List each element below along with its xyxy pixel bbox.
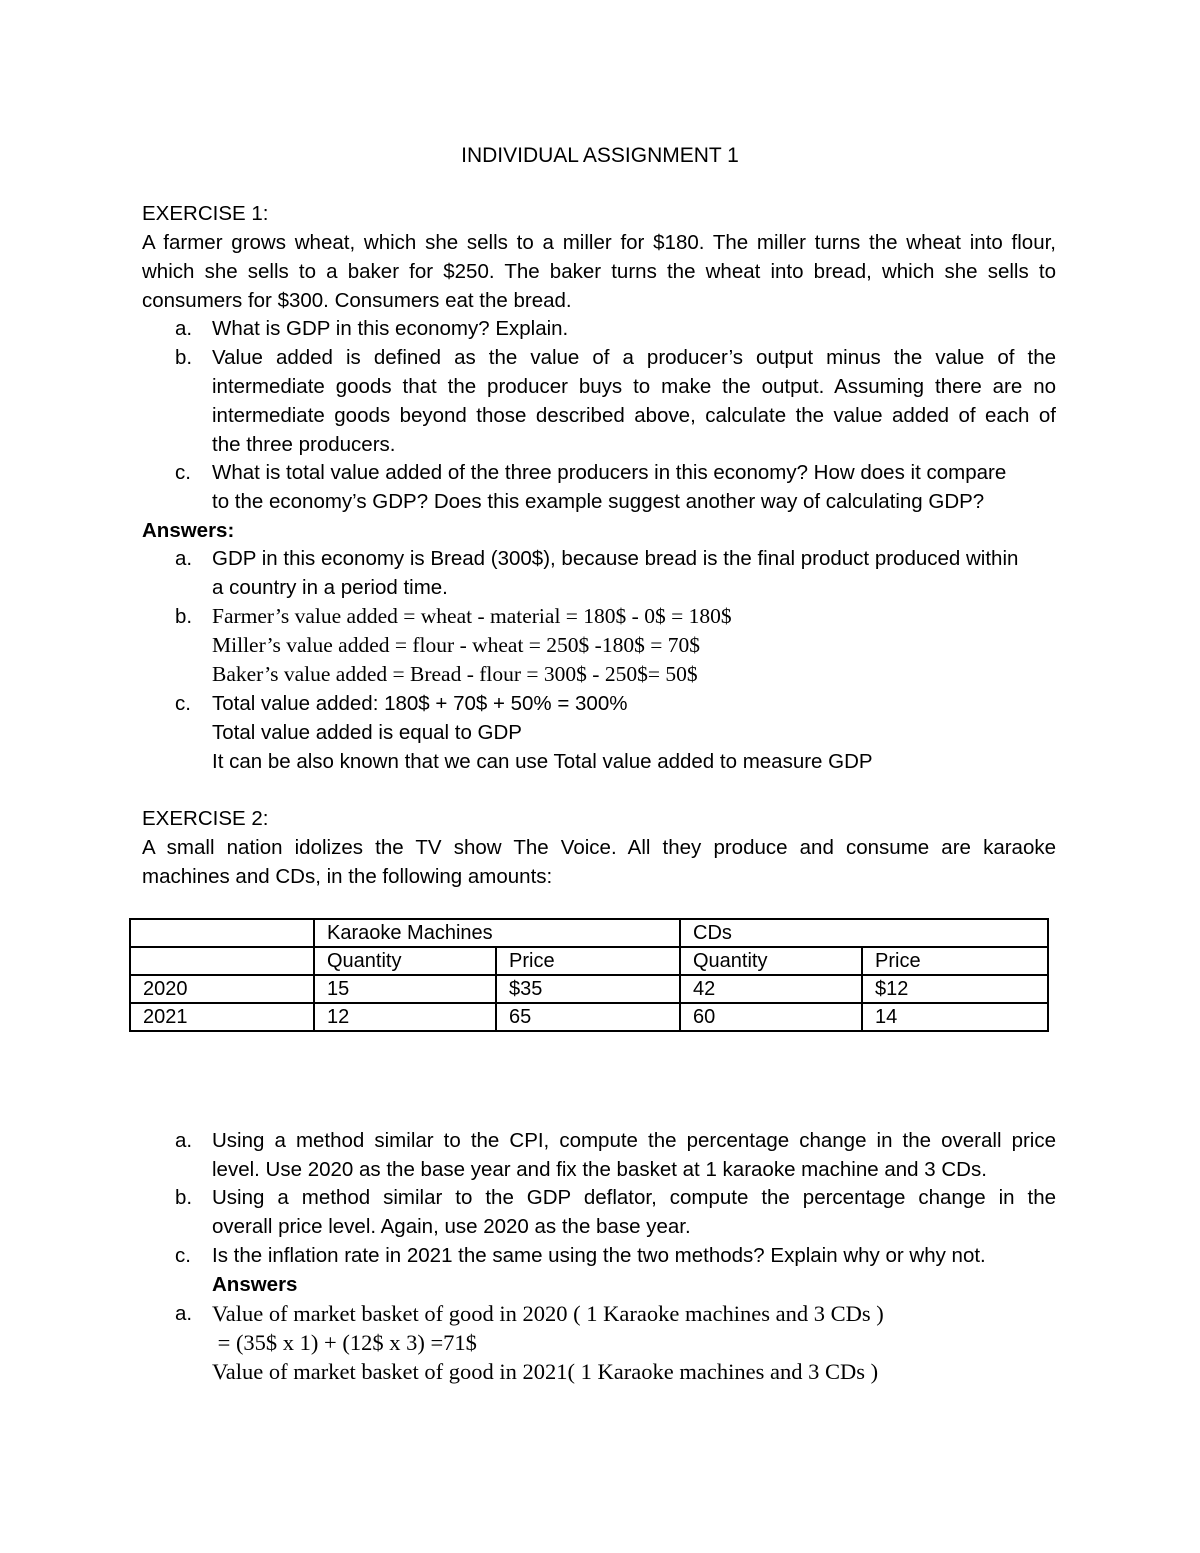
table-header-cell: Quantity [314, 947, 496, 975]
table-header-cell [130, 919, 314, 947]
table-header-cell [130, 947, 314, 975]
document-title: INDIVIDUAL ASSIGNMENT 1 [461, 144, 739, 167]
answer-line: It can be also known that we can use Total value added to measure GDP [212, 750, 873, 773]
answer-line: Value of market basket of good in 2021( 1 Karaoke machines and 3 CDs ) [212, 1359, 879, 1384]
table-subheader-row [130, 947, 1048, 975]
table-cell: $12 [862, 975, 1048, 1003]
exercise-1-heading: EXERCISE 1: [142, 202, 269, 225]
table-cell: 60 [680, 1003, 862, 1031]
answer-label: a. [175, 547, 193, 570]
answer-line: Value of market basket of good in 2020 ( 1 Karaoke machines and 3 CDs ) [212, 1301, 884, 1326]
table-cell: 2020 [130, 975, 314, 1003]
question-label: b. [175, 1186, 193, 1209]
question-line: Using a method similar to the GDP deflator, compute the percentage change in the [212, 1186, 1056, 1209]
answer-line: Farmer’s value added = wheat - material = 180$ - 0$ = 180$ [212, 604, 732, 628]
answer-label: a. [175, 1302, 193, 1325]
exercise-2-intro-line: machines and CDs, in the following amounts: [142, 865, 553, 888]
answer-line: Total value added: 180$ + 70$ + 50% = 300% [212, 692, 628, 715]
table-cell: 65 [496, 1003, 680, 1031]
table-row [130, 1003, 1048, 1031]
question-line: the three producers. [212, 433, 396, 456]
karaoke-cds-table [129, 918, 1049, 1032]
answer-line: Miller’s value added = flour - wheat = 250$ -180$ = 70$ [212, 633, 700, 657]
table-cell: 14 [862, 1003, 1048, 1031]
exercise-2-heading: EXERCISE 2: [142, 807, 269, 830]
question-label: a. [175, 317, 193, 340]
answer-label: b. [175, 605, 193, 628]
question-line: intermediate goods that the producer buys to make the output. Assuming there are no [212, 375, 1056, 398]
table-cell: $35 [496, 975, 680, 1003]
table-header-row [130, 919, 1048, 947]
exercise-2-intro-line: A small nation idolizes the TV show The Voice. All they produce and consume are karaoke [142, 836, 1056, 859]
question-label: a. [175, 1129, 193, 1152]
exercise-1-intro-line: which she sells to a baker for $250. The baker turns the wheat into bread, which she sells to [142, 260, 1056, 283]
table-cell: 42 [680, 975, 862, 1003]
question-line: level. Use 2020 as the base year and fix the basket at 1 karaoke machine and 3 CDs. [212, 1158, 987, 1181]
question-line: What is GDP in this economy? Explain. [212, 317, 569, 340]
question-line: Is the inflation rate in 2021 the same using the two methods? Explain why or why not. [212, 1244, 986, 1267]
answers-heading: Answers: [142, 519, 235, 542]
answer-label: c. [175, 692, 191, 715]
table-cell: 15 [314, 975, 496, 1003]
table-cell: 12 [314, 1003, 496, 1031]
table-header-cell: Karaoke Machines [314, 919, 680, 947]
table-cell: 2021 [130, 1003, 314, 1031]
question-line: What is total value added of the three producers in this economy? How does it compare [212, 461, 1007, 484]
question-line: to the economy’s GDP? Does this example suggest another way of calculating GDP? [212, 490, 985, 513]
answer-line: Baker’s value added = Bread - flour = 300$ - 250$= 50$ [212, 662, 698, 686]
answers-heading: Answers [212, 1273, 298, 1296]
answer-line: GDP in this economy is Bread (300$), because bread is the final product produced within [212, 547, 1019, 570]
exercise-1-intro-line: A farmer grows wheat, which she sells to a miller for $180. The miller turns the wheat into flour, [142, 231, 1056, 254]
question-line: overall price level. Again, use 2020 as the base year. [212, 1215, 691, 1238]
question-label: b. [175, 346, 193, 369]
table-header-cell: Price [496, 947, 680, 975]
answer-line: a country in a period time. [212, 576, 448, 599]
table-row [130, 975, 1048, 1003]
question-line: intermediate goods beyond those described above, calculate the value added of each of [212, 404, 1056, 427]
table-header-cell: CDs [680, 919, 1048, 947]
answer-line: Total value added is equal to GDP [212, 721, 522, 744]
exercise-1-intro-line: consumers for $300. Consumers eat the bread. [142, 289, 572, 312]
question-label: c. [175, 1244, 191, 1267]
table-header-cell: Quantity [680, 947, 862, 975]
question-line: Using a method similar to the CPI, compute the percentage change in the overall price [212, 1129, 1056, 1152]
answer-line: = (35$ x 1) + (12$ x 3) =71$ [212, 1330, 477, 1355]
question-label: c. [175, 461, 191, 484]
table-header-cell: Price [862, 947, 1048, 975]
question-line: Value added is defined as the value of a producer’s output minus the value of the [212, 346, 1056, 369]
